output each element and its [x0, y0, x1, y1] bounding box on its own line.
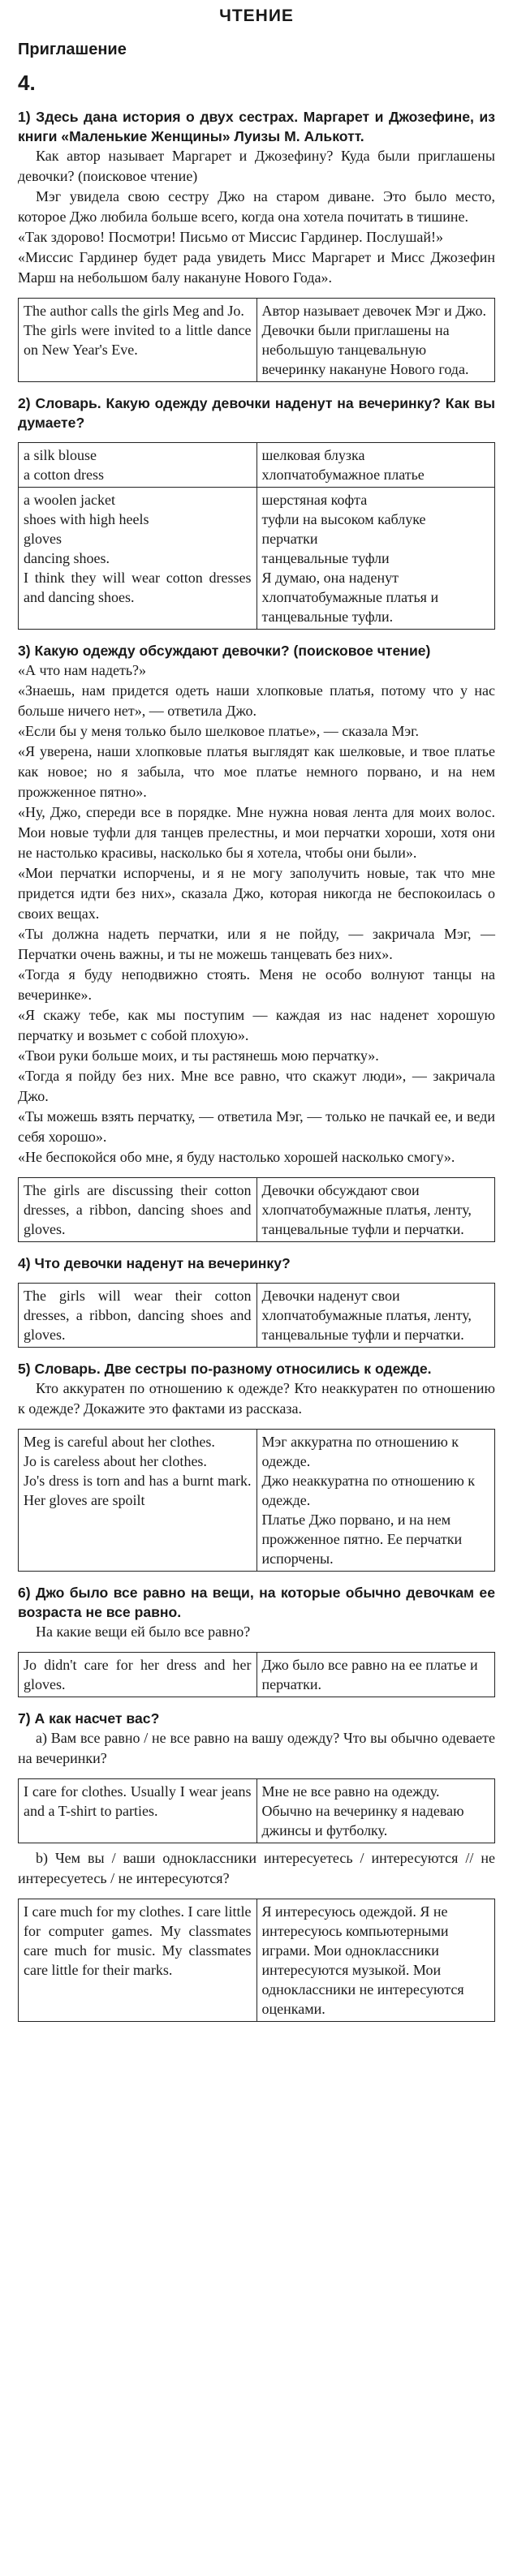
answer-table-4: [18, 1283, 495, 1348]
english-cell: [19, 299, 257, 382]
russian-cell: [256, 1430, 495, 1572]
russian-cell: [256, 488, 495, 630]
paragraph: «А что нам надеть?»: [18, 662, 147, 678]
answer-table-5: [18, 1429, 495, 1572]
cell-line: gloves: [24, 531, 62, 547]
english-cell: [19, 488, 257, 630]
paragraph: Кто аккуратен по отношению к одежде? Кто неаккуратен по отношению к одежде? Докажите это фактами из рассказа.: [18, 1380, 495, 1417]
cell-line: The girls were invited to a little dance on New Year's Eve.: [24, 322, 252, 358]
page-header: ЧТЕНИЕ: [219, 6, 294, 25]
russian-cell: Джо было все равно на ее платье и перчатки.: [256, 1653, 495, 1697]
section-5-heading: 5) Словарь. Две сестры по-разному относились к одежде.: [18, 1361, 432, 1377]
cell-line: Джо неаккуратна по отношению к одежде.: [261, 1473, 476, 1508]
cell-line: dancing shoes.: [24, 550, 110, 566]
paragraph: «Ты можешь взять перчатку, — ответила Мэг, — только не пачкай ее, и веди себя хорошо».: [18, 1108, 495, 1145]
section-6-heading: 6) Джо было все равно на вещи, на которые обычно девочкам ее возраста не все равно.: [18, 1585, 495, 1620]
russian-cell: Мне не все равно на одежду. Обычно на вечеринку я надеваю джинсы и футболку.: [256, 1779, 495, 1843]
paragraph: «Миссис Гардинер будет рада увидеть Мисс Маргарет и Мисс Джозефин Марш на небольшом балу накануне Нового Года».: [18, 249, 495, 286]
paragraph: «Так здорово! Посмотри! Письмо от Миссис Гардинер. Послушай!»: [18, 229, 444, 245]
cell-line: Jo is careless about her clothes.: [24, 1453, 207, 1469]
cell-line: Девочки были приглашены на небольшую танцевальную вечеринку накануне Нового года.: [261, 322, 469, 377]
paragraph: «Ну, Джо, спереди все в порядке. Мне нужна новая лента для моих волос. Мои новые туфли для танцев прелестны, и мои перчатки хороши, хотя они не настолько красивы, насколько бы я хотела, чтобы они были».: [18, 804, 495, 861]
cell-line: a silk blouse: [24, 447, 97, 463]
paragraph: а) Вам все равно / не все равно на вашу одежду? Что вы обычно одеваете на вечеринки?: [18, 1730, 495, 1766]
paragraph: «Ты должна надеть перчатки, или я не пойду, — закричала Мэг, — Перчатки очень важны, и ты не можешь танцевать без них».: [18, 926, 495, 962]
cell-line: шерстяная кофта: [261, 492, 368, 508]
paragraph: «Твои руки больше моих, и ты растянешь мою перчатку».: [18, 1047, 379, 1064]
english-cell: [19, 1430, 257, 1572]
paragraph: «Тогда я буду неподвижно стоять. Меня не особо волнуют танцы на вечеринке».: [18, 966, 495, 1003]
paragraph: «Знаешь, нам придется одеть наши хлопковые платья, потому что у нас больше ничего нет», — ответила Джо.: [18, 682, 495, 719]
paragraph: «Тогда я пойду без них. Мне все равно, что скажут люди», — закричала Джо.: [18, 1068, 495, 1104]
russian-cell: [256, 299, 495, 382]
paragraph: b) Чем вы / ваши одноклассники интересуетесь / интересуются // не интересуетесь / не интересуются?: [18, 1850, 495, 1886]
english-cell: I care much for my clothes. I care little for computer games. My classmates care much for music. My classmates care little for their marks.: [19, 1899, 257, 2022]
paragraph: «Я скажу тебе, как мы поступим — каждая из нас наденет хорошую перчатку и возьмет с собой плохую».: [18, 1007, 495, 1043]
paragraph: «Не беспокойся обо мне, я буду настолько хорошей насколько смогу».: [18, 1149, 455, 1165]
english-cell: I care for clothes. Usually I wear jeans and a T-shirt to parties.: [19, 1779, 257, 1843]
english-cell: The girls will wear their cotton dresses, a ribbon, dancing shoes and gloves.: [19, 1284, 257, 1348]
section-4-heading: 4) Что девочки наденут на вечеринку?: [18, 1255, 291, 1271]
paragraph: Как автор называет Маргарет и Джозефину? Куда были приглашены девочки? (поисковое чтение): [18, 148, 495, 184]
cell-line: шелковая блузка: [261, 447, 365, 463]
answer-table-6: [18, 1652, 495, 1697]
cell-line: туфли на высоком каблуке: [261, 511, 426, 527]
russian-cell: Девочки обсуждают свои хлопчатобумажные платья, ленту, танцевальные туфли и перчатки.: [256, 1178, 495, 1242]
cell-line: Jo's dress is torn and has a burnt mark. Her gloves are spoilt: [24, 1473, 252, 1508]
page-title: Приглашение: [18, 41, 127, 58]
section-3-heading: 3) Какую одежду обсуждают девочки? (поисковое чтение): [18, 643, 431, 659]
cell-line: Мэг аккуратна по отношению к одежде.: [261, 1434, 459, 1469]
answer-table-7b: [18, 1899, 495, 2022]
paragraph: На какие вещи ей было все равно?: [36, 1623, 251, 1640]
cell-line: The author calls the girls Meg and Jo.: [24, 303, 244, 319]
english-cell: [19, 443, 257, 488]
cell-line: хлопчатобумажное платье: [261, 467, 425, 483]
cell-line: a woolen jacket: [24, 492, 115, 508]
english-cell: The girls are discussing their cotton dresses, a ribbon, dancing shoes and gloves.: [19, 1178, 257, 1242]
cell-line: танцевальные туфли: [261, 550, 390, 566]
cell-line: I think they will wear cotton dresses and dancing shoes.: [24, 570, 252, 605]
answer-table-3: [18, 1177, 495, 1242]
cell-line: перчатки: [261, 531, 318, 547]
section-2-heading: 2) Словарь. Какую одежду девочки наденут на вечеринку? Как вы думаете?: [18, 395, 495, 431]
cell-line: a cotton dress: [24, 467, 104, 483]
russian-cell: Я интересуюсь одеждой. Я не интересуюсь компьютерными играми. Мои одноклассники интересуются музыкой. Мои одноклассники не интересуются оценками.: [256, 1899, 495, 2022]
answer-table-1: [18, 298, 495, 382]
cell-line: Meg is careful about her clothes.: [24, 1434, 215, 1450]
answer-table-7a: [18, 1778, 495, 1843]
paragraph: Мэг увидела свою сестру Джо на старом диване. Это было место, которое Джо любила больше всего, когда она хотела почитать в тишине.: [18, 188, 495, 225]
russian-cell: Девочки наденут свои хлопчатобумажные платья, ленту, танцевальные туфли и перчатки.: [256, 1284, 495, 1348]
paragraph: «Мои перчатки испорчены, и я не могу заполучить новые, так что мне придется идти без них», сказала Джо, которая никогда не беспокоилась о своих вещах.: [18, 865, 495, 922]
cell-line: shoes with high heels: [24, 511, 149, 527]
section-7-heading: 7) А как насчет вас?: [18, 1710, 160, 1727]
cell-line: Платье Джо порвано, и на нем прожженное пятно. Ее перчатки испорчены.: [261, 1512, 463, 1567]
russian-cell: [256, 443, 495, 488]
cell-line: Я думаю, она наденут хлопчатобумажные платья и танцевальные туфли.: [261, 570, 439, 625]
english-cell: Jo didn't care for her dress and her gloves.: [19, 1653, 257, 1697]
paragraph: «Если бы у меня только было шелковое платье», — сказала Мэг.: [18, 723, 420, 739]
paragraph: «Я уверена, наши хлопковые платья выглядят как шелковые, и твое платье как новое; но я забыла, что мое платье немного порвано, и на нем прожженное пятно».: [18, 743, 495, 800]
section-1-heading: 1) Здесь дана история о двух сестрах. Маргарет и Джозефине, из книги «Маленькие Женщины» Луизы М. Алькотт.: [18, 109, 495, 144]
vocabulary-table: [18, 442, 495, 630]
exercise-number: 4.: [18, 71, 36, 95]
cell-line: Автор называет девочек Мэг и Джо.: [261, 303, 486, 319]
